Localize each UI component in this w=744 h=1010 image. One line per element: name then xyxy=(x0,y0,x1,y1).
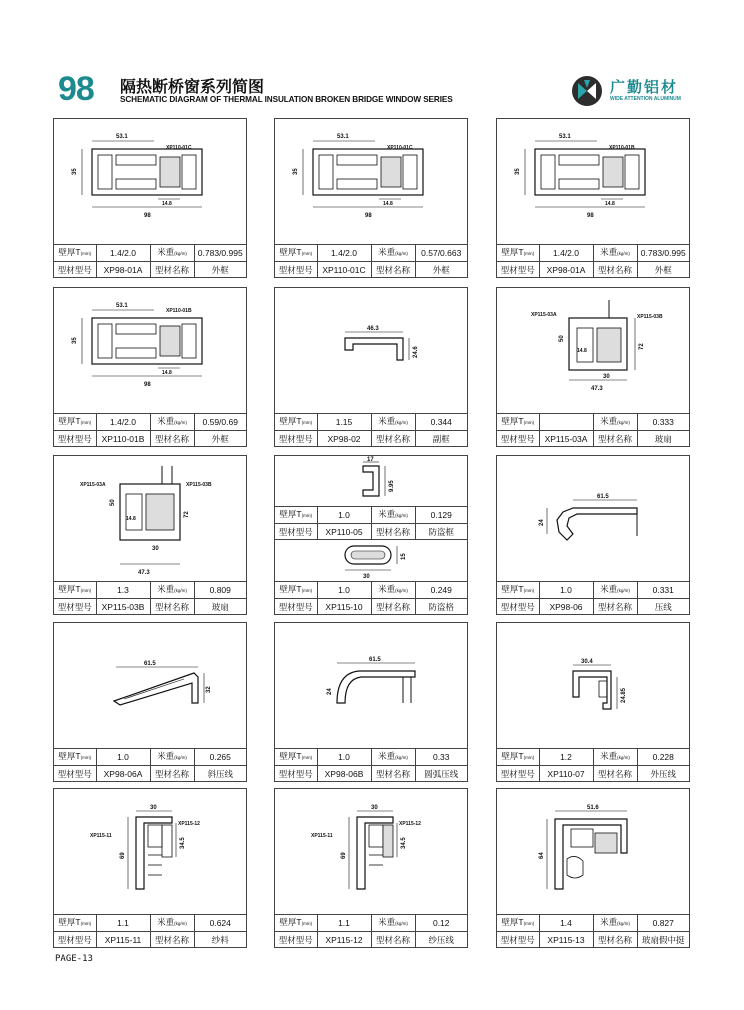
profile-name-value: 玻扇 xyxy=(194,599,246,615)
wall-thickness-value: 1.4/2.0 xyxy=(96,414,150,431)
meter-weight-value: 0.333 xyxy=(637,414,689,431)
dim-label: 61.5 xyxy=(597,494,609,500)
profile-name-value: 防盗框 xyxy=(415,524,467,540)
meter-weight-label: 米重(kg/m) xyxy=(593,245,637,262)
profile-no-label: 型材型号 xyxy=(275,599,317,615)
spec-table xyxy=(275,413,467,446)
profile-name-label: 型材名称 xyxy=(593,431,637,447)
dim-label: 34.5 xyxy=(401,837,407,849)
profile-no-value: XP98-02 xyxy=(317,431,371,447)
profile-drawing xyxy=(54,288,246,416)
profile-drawing xyxy=(54,623,246,751)
profile-drawing xyxy=(54,789,246,917)
dim-label: 30 xyxy=(371,805,378,811)
meter-weight-label: 米重(kg/m) xyxy=(371,749,415,766)
profile-name-label: 型材名称 xyxy=(371,599,415,615)
dim-label: 24 xyxy=(327,688,333,695)
profile-name-label: 型材名称 xyxy=(371,262,415,278)
profile-name-value: 圆弧压线 xyxy=(415,766,467,782)
profile-no-value: XP110-01B xyxy=(96,431,150,447)
wall-thickness-label: 壁厚T(mm) xyxy=(275,582,317,599)
wall-thickness-value: 1.4 xyxy=(539,915,593,932)
spec-table xyxy=(497,914,689,947)
dim-label: 98 xyxy=(365,213,372,219)
meter-weight-label: 米重(kg/m) xyxy=(371,245,415,262)
meter-weight-value: 0.228 xyxy=(637,749,689,766)
wall-thickness-label: 壁厚T(mm) xyxy=(54,245,96,262)
wall-thickness-value: 1.0 xyxy=(96,749,150,766)
profile-name-label: 型材名称 xyxy=(371,524,415,540)
profile-drawing xyxy=(54,456,246,584)
dim-label: 53.1 xyxy=(116,134,128,140)
profile-drawing xyxy=(275,288,467,416)
profile-drawing xyxy=(497,456,689,584)
meter-weight-value: 0.827 xyxy=(637,915,689,932)
wall-thickness-label: 壁厚T(mm) xyxy=(497,245,539,262)
dim-label: 14.8 xyxy=(126,516,136,522)
profile-card xyxy=(274,788,468,948)
profile-no-label: 型材型号 xyxy=(497,431,539,447)
profile-card xyxy=(53,788,247,948)
profile-name-label: 型材名称 xyxy=(150,431,194,447)
wall-thickness-label: 壁厚T(mm) xyxy=(54,915,96,932)
spec-table xyxy=(275,914,467,947)
wall-thickness-label: 壁厚T(mm) xyxy=(275,245,317,262)
profile-card xyxy=(496,455,690,615)
wall-thickness-value: 1.4/2.0 xyxy=(317,245,371,262)
dim-label: 24.85 xyxy=(621,687,627,703)
callout-label: XP115-11 xyxy=(90,833,112,839)
dim-label: 14.8 xyxy=(577,348,587,354)
profile-drawing xyxy=(275,456,467,508)
meter-weight-label: 米重(kg/m) xyxy=(371,915,415,932)
profile-no-value: XP110-07 xyxy=(539,766,593,782)
wall-thickness-label: 壁厚T(mm) xyxy=(54,582,96,599)
dim-label: 15 xyxy=(401,553,407,560)
page-subtitle: SCHEMATIC DIAGRAM OF THERMAL INSULATION BROKEN BRIDGE WINDOW SERIES xyxy=(120,95,453,104)
dim-label: 30 xyxy=(363,574,370,580)
dim-label: 30 xyxy=(603,374,610,380)
dim-label: 24.6 xyxy=(413,346,419,358)
wall-thickness-label: 壁厚T(mm) xyxy=(275,507,317,524)
spec-table xyxy=(497,748,689,781)
series-number: 98 xyxy=(58,70,94,108)
profile-no-label: 型材型号 xyxy=(54,599,96,615)
dim-label: 46.3 xyxy=(367,326,379,332)
callout-label: XP115-03B xyxy=(186,482,212,488)
callout-label: XP115-03B xyxy=(637,314,663,320)
wall-thickness-label: 壁厚T(mm) xyxy=(275,414,317,431)
page-title: 隔热断桥窗系列简图 xyxy=(120,79,265,96)
profile-no-label: 型材型号 xyxy=(54,766,96,782)
profile-card xyxy=(274,118,468,278)
profile-name-label: 型材名称 xyxy=(150,766,194,782)
spec-table xyxy=(275,581,467,614)
profile-card xyxy=(53,622,247,782)
dim-label: 98 xyxy=(144,382,151,388)
profile-card xyxy=(496,622,690,782)
meter-weight-value: 0.59/0.69 xyxy=(194,414,246,431)
meter-weight-label: 米重(kg/m) xyxy=(150,915,194,932)
profile-name-value: 压线 xyxy=(637,599,689,615)
callout-label: XP115-03A xyxy=(80,482,106,488)
dim-label: 35 xyxy=(72,337,78,344)
dim-label: 72 xyxy=(639,343,645,350)
profile-drawing xyxy=(497,288,689,416)
profile-name-label: 型材名称 xyxy=(150,599,194,615)
spec-table xyxy=(275,244,467,277)
profile-no-label: 型材型号 xyxy=(54,932,96,948)
dim-label: 35 xyxy=(293,168,299,175)
logo-name-en: WIDE ATTENTION ALUMINUM xyxy=(610,96,681,102)
dim-label: 98 xyxy=(587,213,594,219)
profile-name-label: 型材名称 xyxy=(593,262,637,278)
dim-label: 61.5 xyxy=(144,661,156,667)
profile-card xyxy=(496,287,690,447)
company-logo xyxy=(570,74,700,108)
logo-icon xyxy=(570,74,604,108)
callout-label: XP115-03A xyxy=(531,312,557,318)
dim-label: 69 xyxy=(341,852,347,859)
profile-no-label: 型材型号 xyxy=(275,766,317,782)
profile-name-value: 外框 xyxy=(194,262,246,278)
dim-label: 24 xyxy=(539,519,545,526)
profile-card-double xyxy=(274,455,468,615)
meter-weight-label: 米重(kg/m) xyxy=(371,507,415,524)
dim-label: 69 xyxy=(120,852,126,859)
profile-card xyxy=(53,455,247,615)
meter-weight-value: 0.249 xyxy=(415,582,467,599)
wall-thickness-label: 壁厚T(mm) xyxy=(54,414,96,431)
profile-name-label: 型材名称 xyxy=(593,599,637,615)
spec-table xyxy=(497,413,689,446)
spec-table xyxy=(275,506,467,540)
profile-no-label: 型材型号 xyxy=(54,431,96,447)
profile-name-value: 外框 xyxy=(415,262,467,278)
page-number: PAGE-13 xyxy=(55,954,93,964)
spec-table xyxy=(497,581,689,614)
dim-label: 35 xyxy=(72,168,78,175)
profile-name-value: 纱料 xyxy=(194,932,246,948)
wall-thickness-value: 1.4/2.0 xyxy=(539,245,593,262)
profile-drawing xyxy=(497,623,689,751)
profile-name-value: 玻扇假中挺 xyxy=(637,932,689,948)
dim-label: 34.5 xyxy=(180,837,186,849)
profile-no-label: 型材型号 xyxy=(497,599,539,615)
meter-weight-value: 0.809 xyxy=(194,582,246,599)
spec-table xyxy=(54,914,246,947)
dim-label: 14.8 xyxy=(605,201,615,207)
dim-label: 14.8 xyxy=(162,201,172,207)
profile-no-label: 型材型号 xyxy=(497,766,539,782)
meter-weight-value: 0.33 xyxy=(415,749,467,766)
wall-thickness-value: 1.15 xyxy=(317,414,371,431)
meter-weight-label: 米重(kg/m) xyxy=(371,582,415,599)
wall-thickness-value: 1.0 xyxy=(317,582,371,599)
meter-weight-label: 米重(kg/m) xyxy=(593,582,637,599)
callout-label: XP115-12 xyxy=(399,821,421,827)
meter-weight-value: 0.265 xyxy=(194,749,246,766)
meter-weight-value: 0.57/0.663 xyxy=(415,245,467,262)
callout-label: XP110-01C xyxy=(166,145,192,151)
profile-drawing xyxy=(497,119,689,247)
profile-no-label: 型材型号 xyxy=(275,262,317,278)
profile-no-value: XP115-10 xyxy=(317,599,371,615)
profile-name-label: 型材名称 xyxy=(593,932,637,948)
wall-thickness-value: 1.1 xyxy=(96,915,150,932)
wall-thickness-label: 壁厚T(mm) xyxy=(497,749,539,766)
profile-name-value: 防盗格 xyxy=(415,599,467,615)
dim-label: 30 xyxy=(152,546,159,552)
profile-no-value: XP98-01A xyxy=(539,262,593,278)
profile-name-value: 副框 xyxy=(415,431,467,447)
profile-card xyxy=(274,287,468,447)
profile-no-label: 型材型号 xyxy=(497,932,539,948)
meter-weight-value: 0.783/0.995 xyxy=(194,245,246,262)
wall-thickness-value: 1.2 xyxy=(539,749,593,766)
wall-thickness-value: 1.0 xyxy=(539,582,593,599)
profile-name-value: 玻扇 xyxy=(637,431,689,447)
wall-thickness-value: 1.3 xyxy=(96,582,150,599)
dim-label: 61.5 xyxy=(369,657,381,663)
profile-drawing xyxy=(275,623,467,751)
wall-thickness-label: 壁厚T(mm) xyxy=(54,749,96,766)
profile-no-value: XP110-01C xyxy=(317,262,371,278)
dim-label: 50 xyxy=(559,335,565,342)
wall-thickness-value: 1.0 xyxy=(317,507,371,524)
profile-no-value: XP115-11 xyxy=(96,932,150,948)
dim-label: 53.1 xyxy=(116,303,128,309)
profile-name-value: 纱压线 xyxy=(415,932,467,948)
profile-name-value: 外框 xyxy=(637,262,689,278)
profile-no-label: 型材型号 xyxy=(275,524,317,540)
wall-thickness-label: 壁厚T(mm) xyxy=(497,414,539,431)
meter-weight-label: 米重(kg/m) xyxy=(150,749,194,766)
meter-weight-label: 米重(kg/m) xyxy=(150,582,194,599)
dim-label: 50 xyxy=(110,499,116,506)
profile-card xyxy=(496,788,690,948)
dim-label: 17 xyxy=(367,457,374,463)
profile-drawing xyxy=(275,789,467,917)
profile-name-value: 外压线 xyxy=(637,766,689,782)
dim-label: 9.95 xyxy=(389,480,395,492)
spec-table xyxy=(54,581,246,614)
profile-no-label: 型材型号 xyxy=(54,262,96,278)
profile-name-value: 外框 xyxy=(194,431,246,447)
meter-weight-value: 0.624 xyxy=(194,915,246,932)
dim-label: 35 xyxy=(515,168,521,175)
logo-name-cn: 广勤铝材 xyxy=(610,79,679,96)
meter-weight-label: 米重(kg/m) xyxy=(593,414,637,431)
wall-thickness-label: 壁厚T(mm) xyxy=(497,582,539,599)
dim-label: 47.3 xyxy=(138,570,150,576)
meter-weight-label: 米重(kg/m) xyxy=(593,915,637,932)
spec-table xyxy=(54,748,246,781)
dim-label: 30 xyxy=(150,805,157,811)
profile-name-label: 型材名称 xyxy=(150,932,194,948)
spec-table xyxy=(497,244,689,277)
spec-table xyxy=(54,244,246,277)
profile-no-value: XP98-06 xyxy=(539,599,593,615)
dim-label: 98 xyxy=(144,213,151,219)
dim-label: 51.6 xyxy=(587,805,599,811)
dim-label: 47.3 xyxy=(591,386,603,392)
wall-thickness-label: 壁厚T(mm) xyxy=(275,915,317,932)
meter-weight-value: 0.129 xyxy=(415,507,467,524)
meter-weight-label: 米重(kg/m) xyxy=(150,245,194,262)
profile-drawing xyxy=(497,789,689,917)
profile-no-value: XP110-05 xyxy=(317,524,371,540)
dim-label: 14.8 xyxy=(162,370,172,376)
profile-drawing xyxy=(275,119,467,247)
profile-no-value: XP98-01A xyxy=(96,262,150,278)
profile-card xyxy=(496,118,690,278)
profile-no-value: XP115-13 xyxy=(539,932,593,948)
profile-no-label: 型材型号 xyxy=(497,262,539,278)
dim-label: 53.1 xyxy=(559,134,571,140)
profile-name-label: 型材名称 xyxy=(150,262,194,278)
callout-label: XP115-12 xyxy=(178,821,200,827)
profile-no-label: 型材型号 xyxy=(275,431,317,447)
callout-label: XP115-11 xyxy=(311,833,333,839)
callout-label: XP110-01C xyxy=(387,145,413,151)
profile-no-value: XP115-12 xyxy=(317,932,371,948)
profile-drawing xyxy=(275,538,467,582)
wall-thickness-value: 1.1 xyxy=(317,915,371,932)
profile-drawing xyxy=(54,119,246,247)
callout-label: XP110-01B xyxy=(166,308,192,314)
spec-table xyxy=(54,413,246,446)
dim-label: 14.8 xyxy=(383,201,393,207)
wall-thickness-label: 壁厚T(mm) xyxy=(275,749,317,766)
profile-no-value: XP98-06B xyxy=(317,766,371,782)
profile-card xyxy=(53,118,247,278)
dim-label: 32 xyxy=(206,686,212,693)
profile-name-value: 斜压线 xyxy=(194,766,246,782)
meter-weight-value: 0.331 xyxy=(637,582,689,599)
profile-no-label: 型材型号 xyxy=(275,932,317,948)
profile-name-label: 型材名称 xyxy=(371,766,415,782)
wall-thickness-label: 壁厚T(mm) xyxy=(497,915,539,932)
profile-no-value: XP98-06A xyxy=(96,766,150,782)
profile-no-value: XP115-03B xyxy=(96,599,150,615)
wall-thickness-value: 1.0 xyxy=(317,749,371,766)
dim-label: 30.4 xyxy=(581,659,593,665)
profile-name-label: 型材名称 xyxy=(593,766,637,782)
dim-label: 72 xyxy=(184,511,190,518)
callout-label: XP110-01B xyxy=(609,145,635,151)
meter-weight-value: 0.344 xyxy=(415,414,467,431)
meter-weight-value: 0.783/0.995 xyxy=(637,245,689,262)
meter-weight-label: 米重(kg/m) xyxy=(150,414,194,431)
dim-label: 53.1 xyxy=(337,134,349,140)
spec-table xyxy=(275,748,467,781)
meter-weight-label: 米重(kg/m) xyxy=(371,414,415,431)
wall-thickness-value xyxy=(539,414,593,431)
profile-name-label: 型材名称 xyxy=(371,932,415,948)
profile-card xyxy=(53,287,247,447)
meter-weight-label: 米重(kg/m) xyxy=(593,749,637,766)
profile-name-label: 型材名称 xyxy=(371,431,415,447)
wall-thickness-value: 1.4/2.0 xyxy=(96,245,150,262)
dim-label: 64 xyxy=(539,852,545,859)
profile-card xyxy=(274,622,468,782)
profile-no-value: XP115-03A xyxy=(539,431,593,447)
meter-weight-value: 0.12 xyxy=(415,915,467,932)
